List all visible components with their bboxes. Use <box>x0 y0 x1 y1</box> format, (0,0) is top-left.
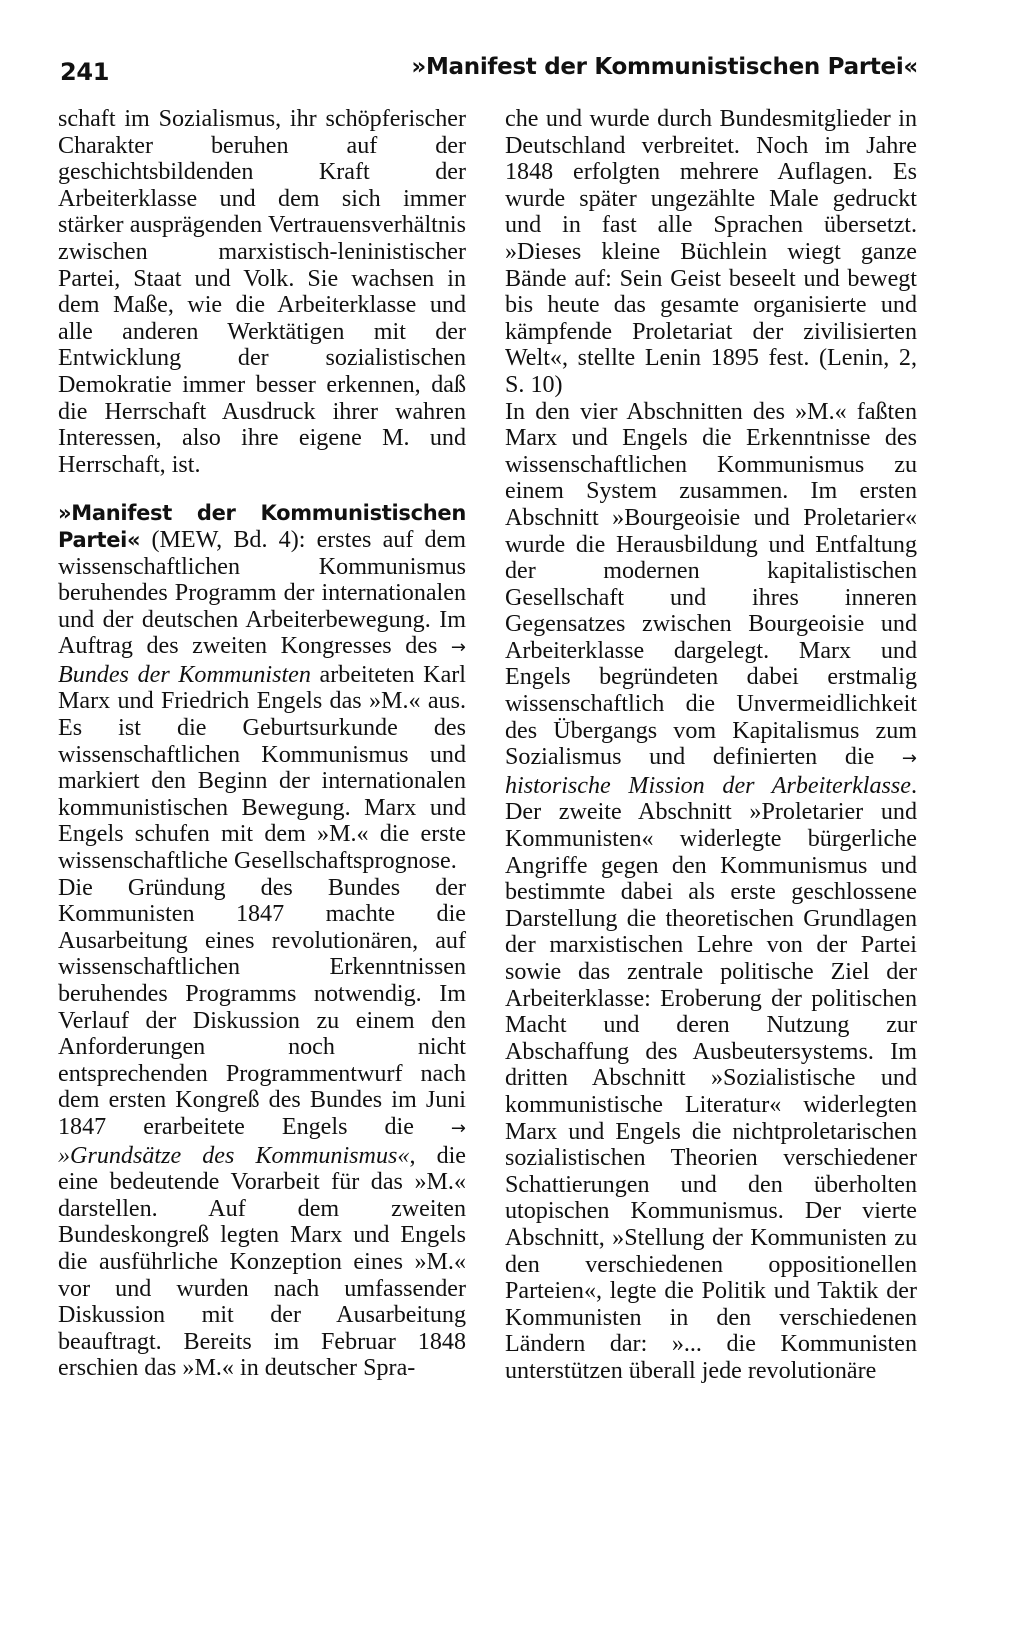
paragraph-text: In den vier Abschnitten des »M.« faßten Marx und Engels die Erkenntnisse des wissenschaftlichen Kommunismus zu einem System zusammen. Im ersten Abschnitt »Bourgeoisie und Proletarier« wurde die Herausbildung und Entfaltung der modernen kapitalistischen Gesellschaft und ihres inneren Gegensatzes zwischen Bourgeoisie und Arbeiterklasse dargelegt. Marx und Engels begründeten dabei erstmalig wissenschaftlich die Unvermeidlichkeit des Übergangs vom Kapitalismus zum Sozialismus und definierten die <box>505 398 917 771</box>
continuation-paragraph: schaft im Sozialismus, ihr schöpferischer Charakter beruhen auf der geschichtsbildenden Kraft der Arbeiterklasse und dem sich immer stärker ausprägenden Vertrauensverhältnis zwischen marxistisch-leninistischer Partei, Staat und Volk. Sie wachsen in dem Maße, wie die Arbeiterklasse und alle anderen Werktätigen mit der Entwicklung der sozialistischen Demokratie immer besser erkennen, daß die Herrschaft Ausdruck ihrer wahren Interessen, also ihre eigene M. und Herrschaft, ist. <box>58 106 466 478</box>
cross-reference-arrow-icon: → <box>450 1117 466 1139</box>
entry-body-text: arbeiteten Karl Marx und Friedrich Engels das »M.« aus. Es ist die Geburtsurkunde des wissenschaftlichen Kommunismus und markiert den Beginn der internationalen kommunistischen Bewegung. Marx und Engels schufen mit dem »M.« die erste wissenschaftliche Gesellschaftsprognose. <box>58 661 466 875</box>
paragraph-text: , die eine bedeutende Vorarbeit für das »M.« darstellen. Auf dem zweiten Bundeskongreß legten Marx und Engels die ausführliche Konzeption eines »M.« vor und wurden nach umfassender Diskussion mit der Ausarbeitung beauftragt. Bereits im Februar 1848 erschien das »M.« in deutscher Spra- <box>58 1142 466 1382</box>
entry-headword: »Manifest der Kommunistischen Partei« <box>58 501 466 552</box>
paragraph-abschnitte <box>505 399 917 1385</box>
entry-intro-text: (MEW, Bd. 4): erstes auf dem wissenschaftlichen Kommunismus beruhendes Programm der internationalen und der deutschen Arbeiterbewegung. Im Auftrag des zweiten Kongresses des <box>58 526 466 660</box>
cross-reference-historische-mission[interactable]: historische Mission der Arbeiterklasse <box>505 772 911 799</box>
page-number: 241 <box>60 58 110 86</box>
paragraph-text: . Der zweite Abschnitt »Proletarier und Kommunisten« widerlegte bürgerliche Angriffe gegen den Kommunismus und bestimmte dabei als erste geschlossene Darstellung die theoretischen Grundlagen der marxistischen Lehre von der Partei sowie das zentrale politische Ziel der Arbeiterklasse: Eroberung der politischen Macht und deren Nutzung zur Abschaffung des Ausbeutersystems. Im dritten Abschnitt »Sozialistische und kommunistische Literatur« widerlegten Marx und Engels die nichtproletarischen sozialistischen Theorien verschiedener Schattierungen und den überholten utopischen Kommunismus. Der vierte Abschnitt, »Stellung der Kommunisten zu den verschiedenen oppositionellen Parteien«, legte die Politik und Taktik der Kommunisten in den verschiedenen Ländern dar: »... die Kommunisten unterstützen überall jede revolutionäre <box>505 772 917 1384</box>
right-column <box>505 106 917 1385</box>
paragraph-gruendung <box>58 875 466 1382</box>
cross-reference-bund-der-kommunisten[interactable]: Bundes der Kommunisten <box>58 661 311 688</box>
paragraph-verbreitung: che und wurde durch Bundesmitglieder in Deutschland verbreitet. Noch im Jahre 1848 erfolgten mehrere Auflagen. Es wurde später ungezählte Male gedruckt und in fast alle Sprachen übersetzt. »Dieses kleine Büchlein wiegt ganze Bände auf: Sein Geist beseelt und bewegt bis heute das gesamte organisierte und kämpfende Proletariat der zivilisierten Welt«, stellte Lenin 1895 fest. (Lenin, 2, S. 10) <box>505 106 917 398</box>
running-head <box>58 54 918 88</box>
cross-reference-arrow-icon: → <box>901 748 917 770</box>
running-title: »Manifest der Kommunistischen Partei« <box>411 54 918 80</box>
cross-reference-arrow-icon: → <box>450 637 466 659</box>
left-column <box>58 106 466 1382</box>
cross-reference-grundsaetze-des-kommunismus[interactable]: »Grundsätze des Kommunismus« <box>58 1142 410 1169</box>
paragraph-text: Die Gründung des Bundes der Kommunisten 1847 machte die Ausarbeitung eines revolutionären, auf wissenschaftlichen Erkenntnissen beruhendes Programms notwendig. Im Verlauf der Diskussion zu einem den Anforderungen noch nicht entsprechenden Programmentwurf nach dem ersten Kongreß des Bundes im Juni 1847 erarbeitete Engels die <box>58 874 466 1140</box>
entry-paragraph <box>58 500 466 874</box>
